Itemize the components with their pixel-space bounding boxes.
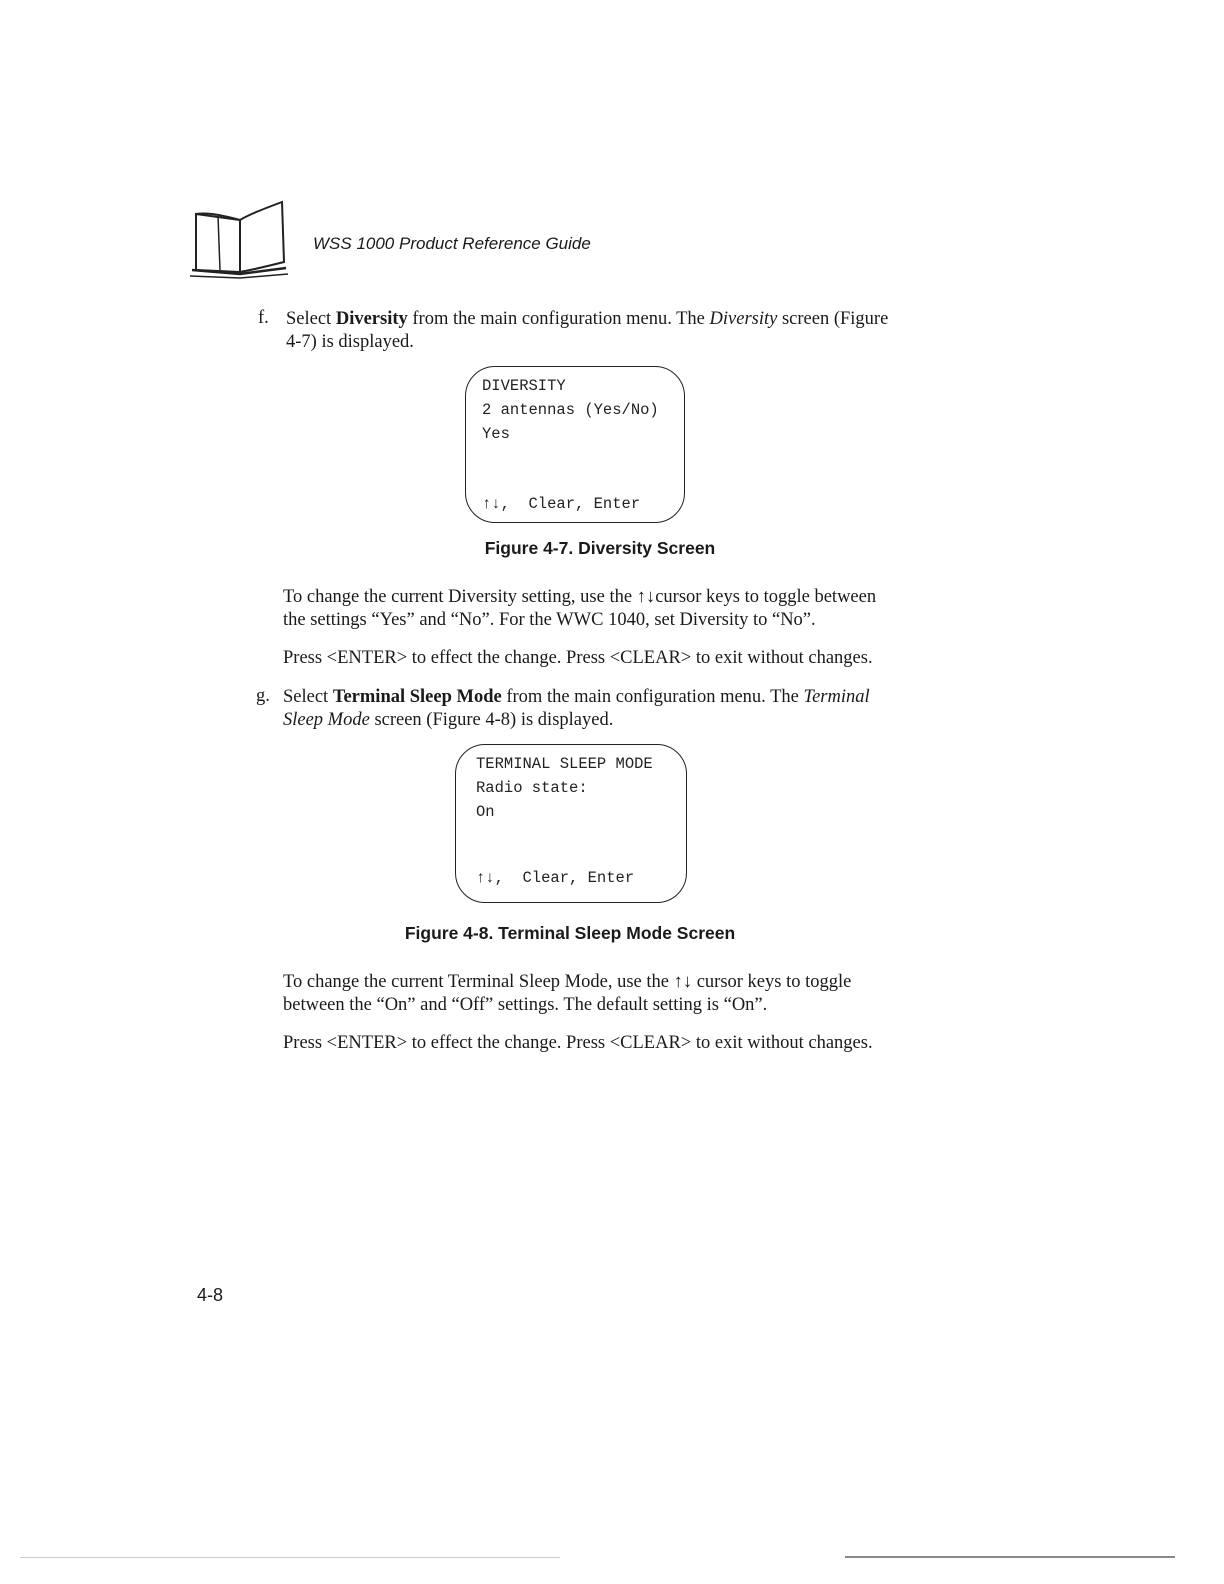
terminal-sleep-mode-screen-display <box>455 744 687 903</box>
screen-prompt: Radio state: <box>476 779 588 797</box>
screen-key-hints: ↑↓, Clear, Enter <box>482 495 641 513</box>
step-f-text: from the main configuration menu. The <box>407 309 710 329</box>
screen-value: Yes <box>482 425 510 443</box>
screen-prompt: 2 antennas (Yes/No) <box>482 401 659 419</box>
page-number: 4-8 <box>197 1285 224 1305</box>
step-g-text: Select <box>283 687 333 707</box>
diversity-para-line-2: the settings “Yes” and “No”. For the WWC 1040, set Diversity to “No”. <box>283 610 816 630</box>
screen-name-sleep-mode: Sleep Mode <box>283 710 370 730</box>
figure-4-7-caption: Figure 4-7. Diversity Screen <box>484 538 716 558</box>
press-enter-instruction-1: Press <ENTER> to effect the change. Press <CLEAR> to exit without changes. <box>283 648 873 668</box>
screen-key-hints: ↑↓, Clear, Enter <box>476 869 635 887</box>
step-f-text: Select <box>286 309 336 329</box>
scan-artifact-line <box>20 1557 560 1558</box>
diversity-screen-display <box>465 366 685 523</box>
screen-title: DIVERSITY <box>482 377 566 395</box>
screen-name-terminal: Terminal <box>803 687 870 707</box>
step-f-text: screen (Figure <box>777 309 889 329</box>
screen-value: On <box>476 803 495 821</box>
scan-artifact-line <box>845 1556 1175 1558</box>
step-g-line-1 <box>283 686 870 709</box>
press-enter-instruction-2: Press <ENTER> to effect the change. Press <CLEAR> to exit without changes. <box>283 1033 873 1053</box>
menu-item-terminal-sleep-mode: Terminal Sleep Mode <box>332 687 502 707</box>
step-g-line-2 <box>283 709 613 732</box>
figure-4-8-caption: Figure 4-8. Terminal Sleep Mode Screen <box>404 923 736 943</box>
menu-item-diversity: Diversity <box>335 309 408 329</box>
header-book-icon <box>188 200 290 280</box>
step-f-marker: f. <box>258 308 269 328</box>
step-g-text: screen (Figure 4-8) is displayed. <box>369 710 614 730</box>
sleep-para-line-1: To change the current Terminal Sleep Mode, use the ↑↓ cursor keys to toggle <box>283 972 852 992</box>
step-g-text: from the main configuration menu. The <box>501 687 804 707</box>
sleep-para-line-2: between the “On” and “Off” settings. The default setting is “On”. <box>283 995 768 1015</box>
step-f-line-1 <box>286 308 888 331</box>
diversity-para-line-1: To change the current Diversity setting, use the ↑↓cursor keys to toggle between <box>283 587 877 607</box>
step-g-marker: g. <box>256 686 270 706</box>
step-f-line-2: 4-7) is displayed. <box>286 332 414 352</box>
screen-name-diversity: Diversity <box>709 309 778 329</box>
screen-title: TERMINAL SLEEP MODE <box>476 755 653 773</box>
running-header-title: WSS 1000 Product Reference Guide <box>313 234 591 253</box>
